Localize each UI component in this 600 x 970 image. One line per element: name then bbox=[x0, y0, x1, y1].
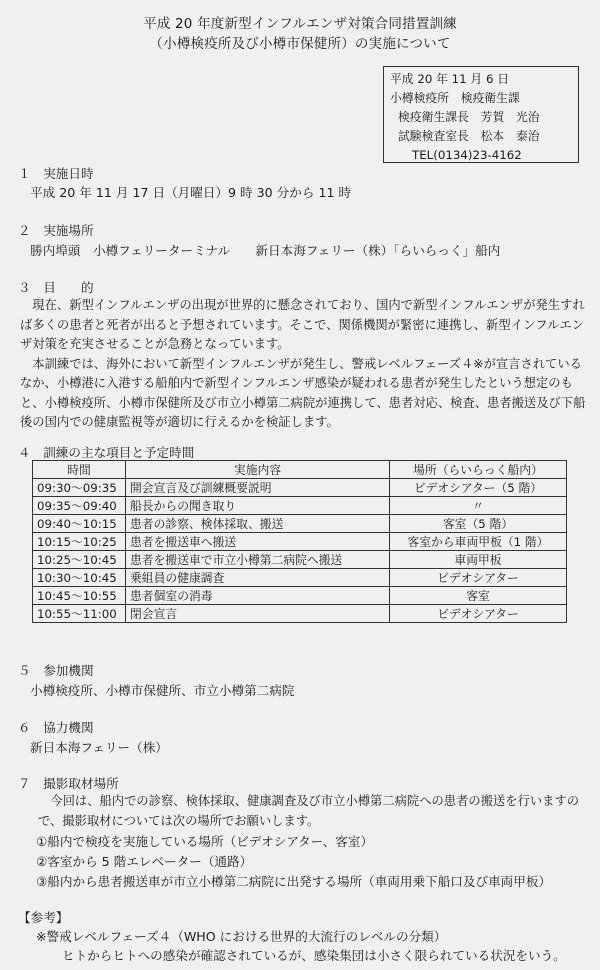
section-7-body bbox=[20, 792, 588, 831]
row-activity: 患者を搬送車へ搬送 bbox=[126, 533, 390, 551]
section-6-heading: ６ 協力機関 bbox=[18, 720, 94, 735]
table-row bbox=[33, 587, 567, 605]
row-place: ビデオシアター（5 階） bbox=[390, 479, 567, 497]
reference-heading: 【参考】 bbox=[18, 910, 69, 925]
row-activity: 患者個室の消毒 bbox=[126, 587, 390, 605]
row-place: ビデオシアター bbox=[390, 569, 567, 587]
row-activity: 船長からの聞き取り bbox=[126, 497, 390, 515]
row-time: 10:55～11:00 bbox=[33, 605, 126, 623]
table-row bbox=[33, 479, 567, 497]
row-place: 客室 bbox=[390, 587, 567, 605]
row-activity: 閉会宣言 bbox=[126, 605, 390, 623]
sender-organization: 小樽検疫所 検疫衛生課 bbox=[390, 91, 520, 105]
sender-phone: TEL(0134)23-4162 bbox=[412, 148, 522, 162]
section-3-paragraph-1: 現在、新型インフルエンザの出現が世界的に懸念されており、国内で新型インフルエンザが発生すれば多くの患者と死者が出ると予想されています。そこで、関係機関が緊密に連携し、新型インフルエンザ対策を充実させることが急務となっています。 bbox=[20, 298, 585, 351]
column-header-activity: 実施内容 bbox=[126, 461, 390, 479]
row-place: 客室から車両甲板（1 階） bbox=[390, 533, 567, 551]
row-time: 10:45～10:55 bbox=[33, 587, 126, 605]
table-row bbox=[33, 533, 567, 551]
table-row bbox=[33, 569, 567, 587]
row-time: 09:30～09:35 bbox=[33, 479, 126, 497]
schedule-header-row bbox=[33, 461, 567, 479]
list-item: ①船内で検疫を実施している場所（ビデオシアター、客室） bbox=[36, 834, 374, 849]
row-time: 10:30～10:45 bbox=[33, 569, 126, 587]
sender-box bbox=[383, 66, 579, 163]
section-5-content: 小樽検疫所、小樽市保健所、市立小樽第二病院 bbox=[30, 683, 295, 698]
reference-line-2: ヒトからヒトへの感染が確認されているが、感染集団は小さく限られている状況をいう。 bbox=[62, 948, 566, 963]
row-place: ビデオシアター bbox=[390, 605, 567, 623]
row-time: 10:25～10:45 bbox=[33, 551, 126, 569]
table-row bbox=[33, 605, 567, 623]
reference-line-1: ※警戒レベルフェーズ４（WHO における世界的大流行のレベルの分類） bbox=[36, 929, 447, 944]
row-time: 10:15～10:25 bbox=[33, 533, 126, 551]
row-activity: 乗組員の健康調査 bbox=[126, 569, 390, 587]
row-place: 車両甲板 bbox=[390, 551, 567, 569]
list-item: ②客室から 5 階エレベーター（通路） bbox=[36, 854, 253, 869]
section-7-heading: ７ 撮影取材場所 bbox=[18, 776, 119, 791]
column-header-time: 時間 bbox=[33, 461, 126, 479]
sender-person-1: 検疫衛生課長 芳賀 光治 bbox=[398, 110, 540, 124]
row-activity: 患者の診察、検体採取、搬送 bbox=[126, 515, 390, 533]
row-time: 09:35～09:40 bbox=[33, 497, 126, 515]
document-subtitle: （小樽検疫所及び小樽市保健所）の実施について bbox=[149, 36, 451, 52]
row-place: 〃 bbox=[390, 497, 567, 515]
section-1-heading: １ 実施日時 bbox=[18, 166, 94, 181]
schedule-table bbox=[32, 460, 567, 623]
section-5-heading: ５ 参加機関 bbox=[18, 663, 94, 678]
column-header-place: 場所（らいらっく船内） bbox=[390, 461, 567, 479]
sender-date: 平成 20 年 11 月 6 日 bbox=[390, 72, 510, 86]
section-2-content: 勝内埠頭 小樽フェリーターミナル 新日本海フェリー（株）「らいらっく」船内 bbox=[30, 243, 501, 258]
sender-person-2: 試験検査室長 松本 泰治 bbox=[398, 129, 540, 143]
table-row bbox=[33, 515, 567, 533]
section-4-heading: ４ 訓練の主な項目と予定時間 bbox=[18, 445, 195, 460]
section-6-content: 新日本海フェリー（株） bbox=[30, 740, 168, 755]
table-row bbox=[33, 551, 567, 569]
section-7-intro: 今回は、船内での診察、検体採取、健康調査及び市立小樽第二病院への患者の搬送を行いますので、撮影取材については次の場所でお願いします。 bbox=[38, 794, 580, 828]
document-title: 平成 20 年度新型インフルエンザ対策合同措置訓練 bbox=[143, 16, 457, 32]
row-place: 客室（5 階） bbox=[390, 515, 567, 533]
section-3-body bbox=[20, 296, 588, 433]
row-activity: 患者を搬送車で市立小樽第二病院へ搬送 bbox=[126, 551, 390, 569]
section-2-heading: ２ 実施場所 bbox=[18, 223, 94, 238]
row-time: 09:40～10:15 bbox=[33, 515, 126, 533]
section-3-paragraph-2: 本訓練では、海外において新型インフルエンザが発生し、警戒レベルフェーズ４※が宣言されているなか、小樽港に入港する船舶内で新型インフルエンザ感染が疑われる患者が発生したという想定のもと、小樽検疫所、小樽市保健所及び市立小樽第二病院が連携して、患者対応、検査、患者搬送及び下船後の国内での健康監視等が適切に行えるかを検証します。 bbox=[20, 356, 586, 429]
section-1-content: 平成 20 年 11 月 17 日（月曜日）9 時 30 分から 11 時 bbox=[30, 185, 352, 200]
list-item: ③船内から患者搬送車が市立小樽第二病院に出発する場所（車両用乗下船口及び車両甲板） bbox=[36, 874, 552, 889]
table-row bbox=[33, 497, 567, 515]
section-3-heading: ３ 目 的 bbox=[18, 280, 94, 295]
row-activity: 開会宣言及び訓練概要説明 bbox=[126, 479, 390, 497]
